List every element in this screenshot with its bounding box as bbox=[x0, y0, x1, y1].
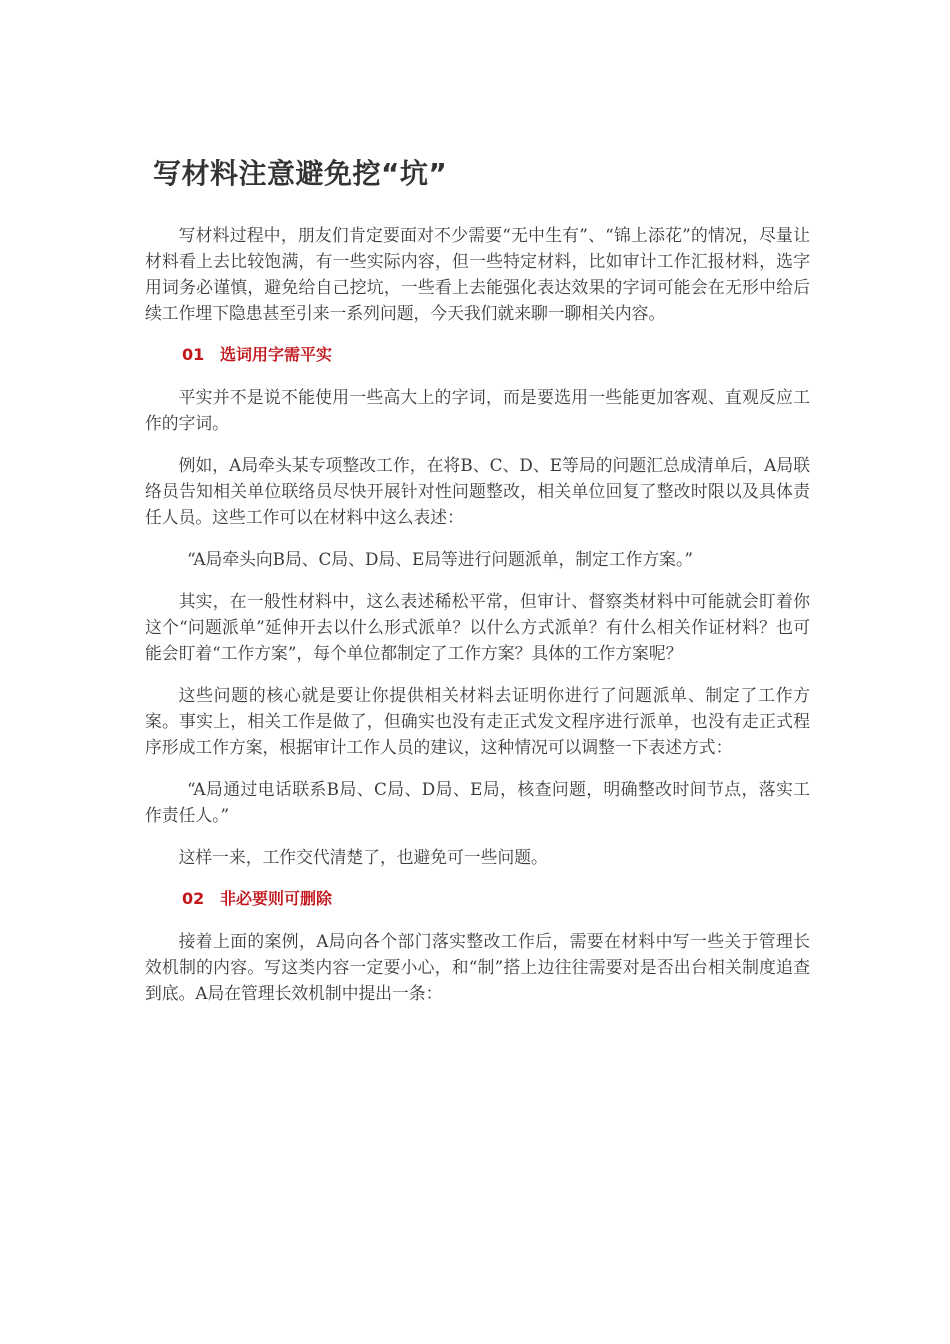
section-title-2: 非必要则可删除 bbox=[220, 889, 333, 908]
section2-paragraph-1: 接着上面的案例，A局向各个部门落实整改工作后，需要在材料中写一些关于管理长效机制的内容。写这类内容一定要小心，和“制”搭上边往往需要对是否出台相关制度追查到底。A局在管理长效机制中提出一条： bbox=[145, 931, 810, 1003]
section1-paragraph-3: 其实，在一般性材料中，这么表述稀松平常，但审计、督察类材料中可能就会盯着你这个“问题派单”延伸开去以什么形式派单？以什么方式派单？有什么相关作证材料？也可能会盯着“工作方案”，每个单位都制定了工作方案？具体的工作方案呢？ bbox=[145, 591, 810, 663]
intro-paragraph: 写材料过程中，朋友们肯定要面对不少需要“无中生有”、“锦上添花”的情况，尽量让材料看上去比较饱满，有一些实际内容，但一些特定材料，比如审计工作汇报材料，选字用词务必谨慎，避免给自己挖坑，一些看上去能强化表达效果的字词可能会在无形中给后续工作埋下隐患甚至引来一系列问题，今天我们就来聊一聊相关内容。 bbox=[145, 225, 810, 323]
section-heading-2 bbox=[182, 886, 810, 912]
section1-quote-1: “A局牵头向B局、C局、D局、E局等进行问题派单，制定工作方案。” bbox=[187, 549, 693, 569]
section-number-2: 02 bbox=[182, 889, 205, 908]
section1-paragraph-5: 这样一来，工作交代清楚了，也避免可一些问题。 bbox=[178, 847, 548, 867]
section-number-1: 01 bbox=[182, 345, 205, 364]
section-heading-1 bbox=[182, 342, 810, 368]
section1-paragraph-4: 这些问题的核心就是要让你提供相关材料去证明你进行了问题派单、制定了工作方案。事实上，相关工作是做了，但确实也没有走正式发文程序进行派单，也没有走正式程序形成工作方案，根据审计工作人员的建议，这种情况可以调整一下表述方式： bbox=[145, 685, 810, 757]
document-title: 写材料注意避免挖“坑” bbox=[153, 157, 448, 190]
section1-paragraph-2: 例如，A局牵头某专项整改工作，在将B、C、D、E等局的问题汇总成清单后，A局联络员告知相关单位联络员尽快开展针对性问题整改，相关单位回复了整改时限以及具体责任人员。这些工作可以在材料中这么表述： bbox=[145, 455, 810, 527]
section1-quote-2: “A局通过电话联系B局、C局、D局、E局，核查问题，明确整改时间节点，落实工作责任人。” bbox=[145, 779, 810, 825]
section1-paragraph-1: 平实并不是说不能使用一些高大上的字词，而是要选用一些能更加客观、直观反应工作的字词。 bbox=[145, 387, 810, 433]
document-content bbox=[145, 152, 810, 1022]
section-title-1: 选词用字需平实 bbox=[220, 345, 333, 364]
